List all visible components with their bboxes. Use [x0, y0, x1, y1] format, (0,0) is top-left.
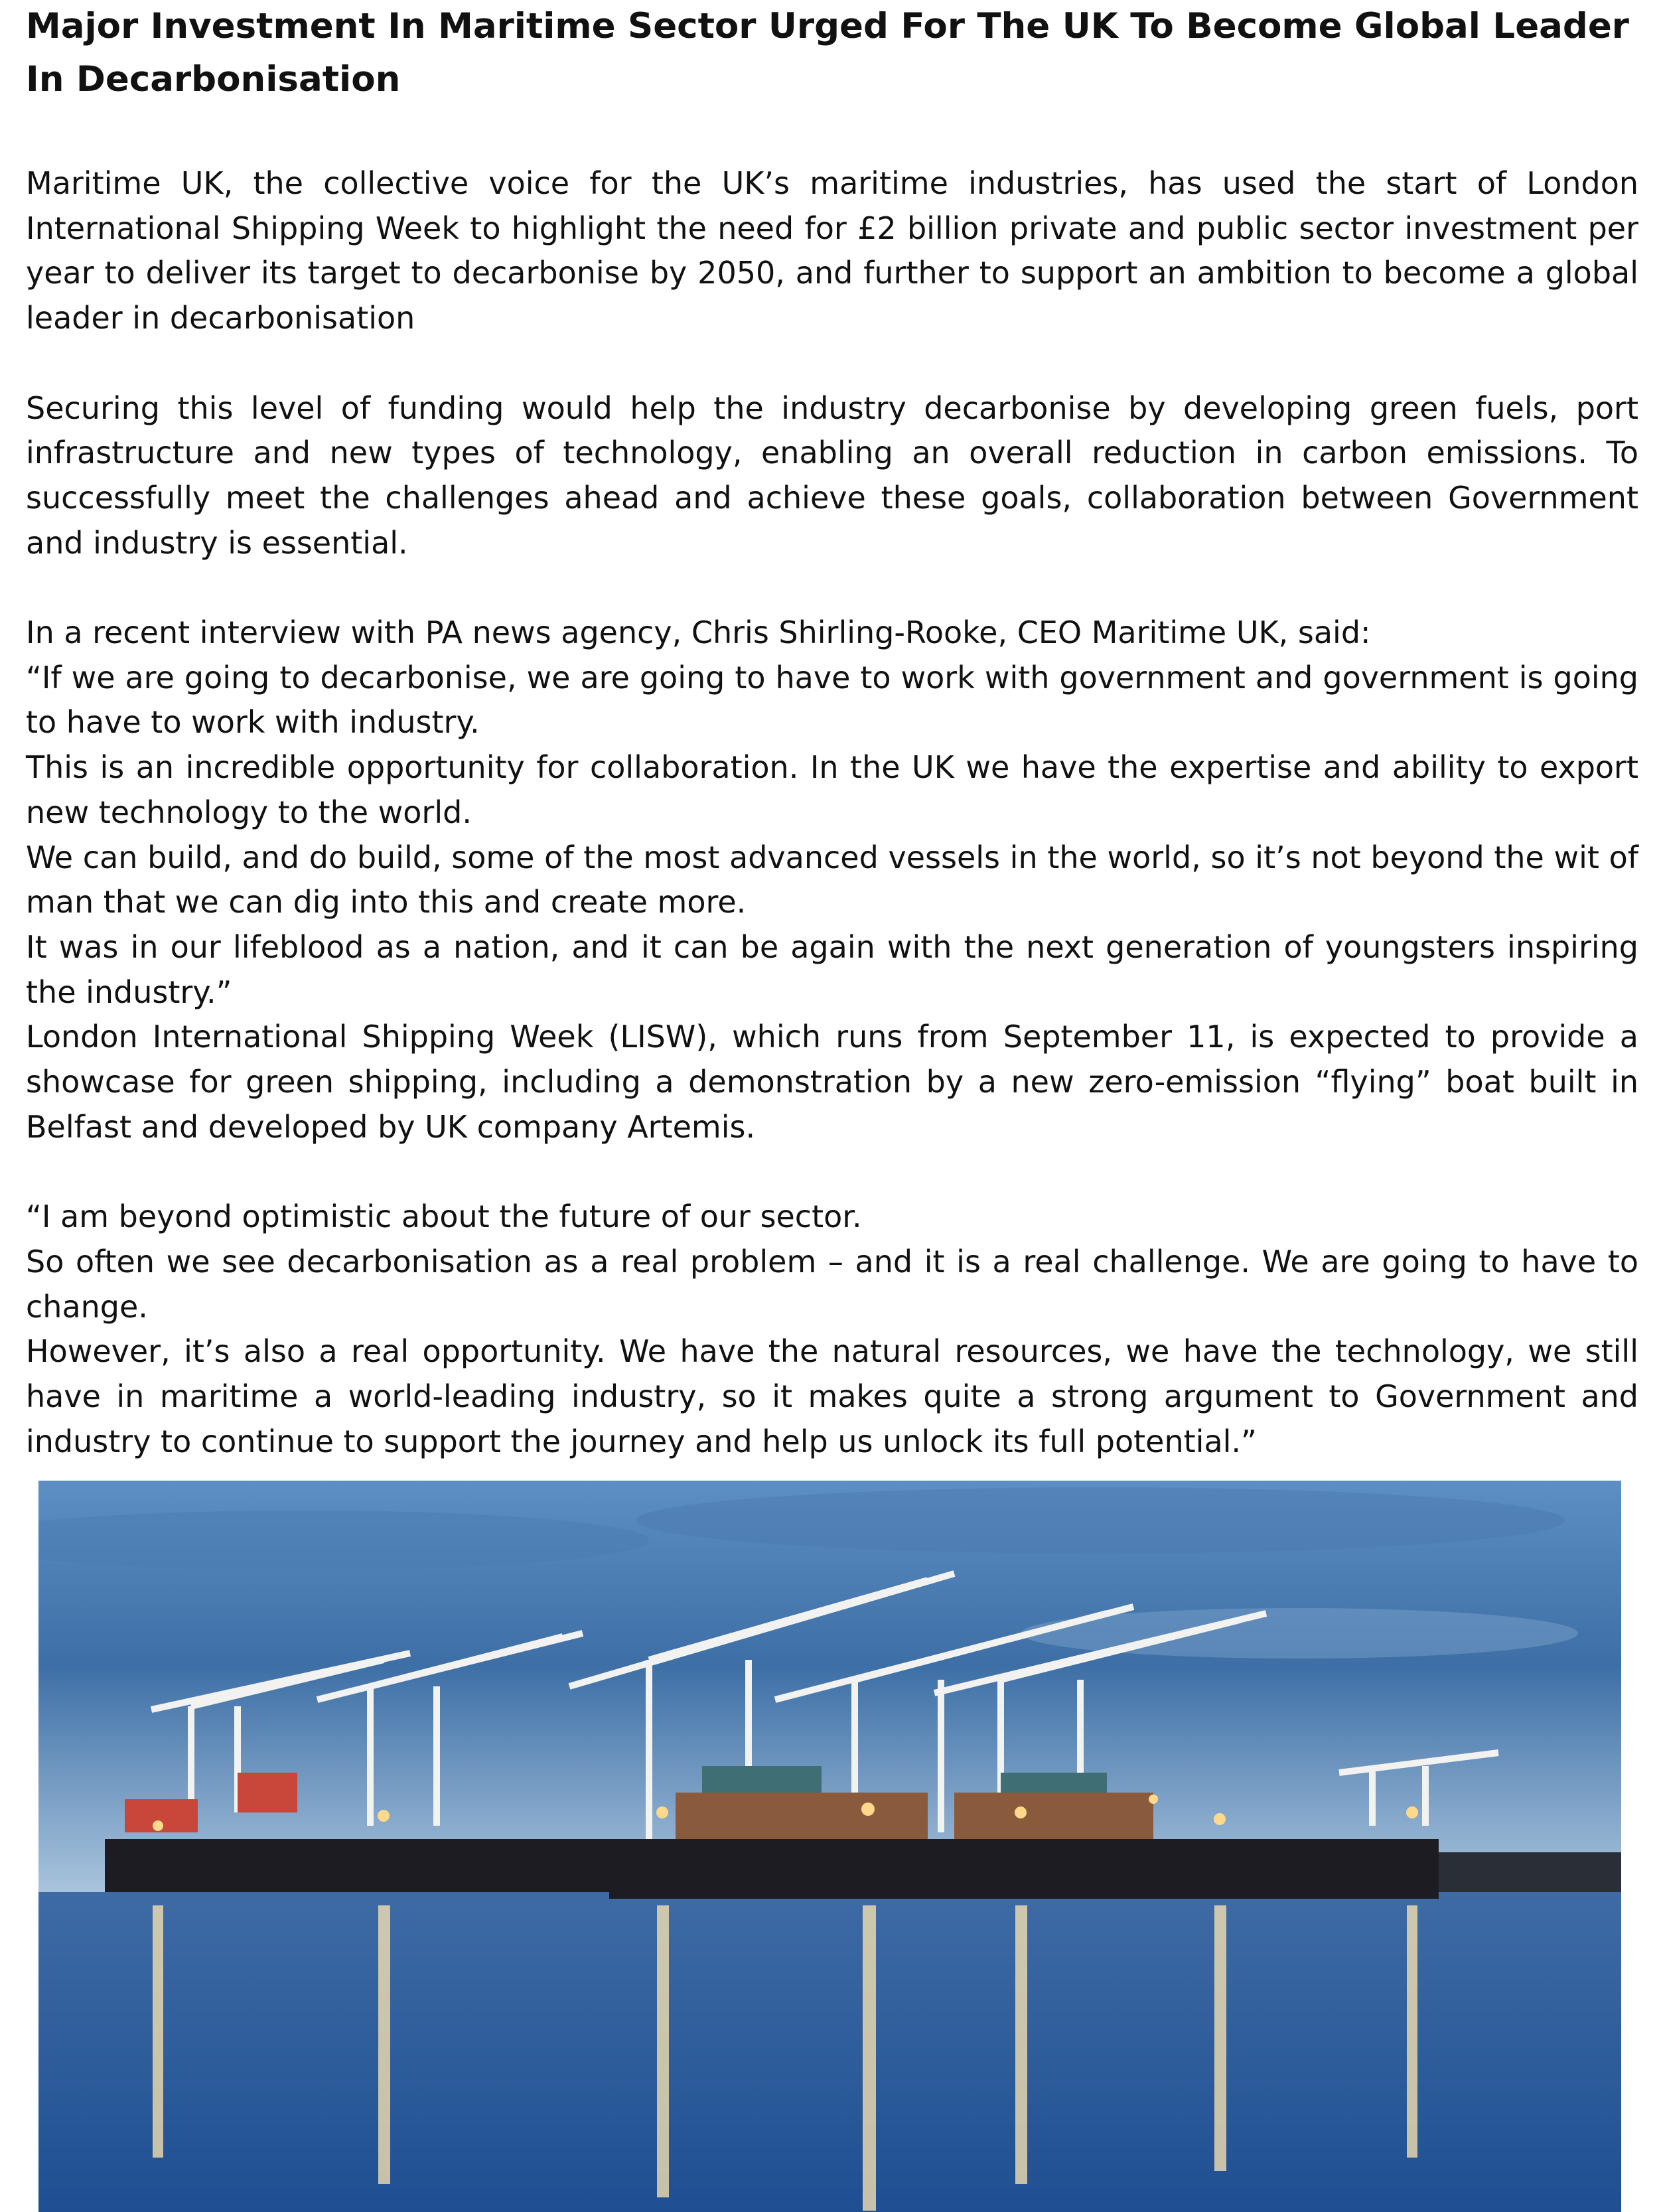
- paragraph-intro: Maritime UK, the collective voice for the UK’s maritime industries, has used the start of London International Shipping Week to highlight the need for £2 billion private and public sector investment per year to deliver its target to decarbonise by 2050, and further to support an ambition to become a global leader in decarbonisation: [26, 165, 1638, 336]
- quote-line: We can build, and do build, some of the most advanced vessels in the world, so it’s not beyond the wit of man that we can dig into this and create more.: [26, 839, 1638, 921]
- article-title: Major Investment In Maritime Sector Urged For The UK To Become Global Leader In Decarbonisation: [26, 6, 1629, 100]
- interview-intro: In a recent interview with PA news agency, Chris Shirling-Rooke, CEO Maritime UK, said:: [26, 615, 1371, 650]
- closing-quote-line: However, it’s also a real opportunity. We have the natural resources, we have the technology, we still have in maritime a world-leading industry, so it makes quite a strong argument to Government and industry to continue to support the journey and help us unlock its full potential.”: [26, 1333, 1638, 1459]
- interview-section: [26, 611, 1638, 1149]
- quote-line: It was in our lifeblood as a nation, and it can be again with the next generation of youngsters inspiring the industry.”: [26, 928, 1638, 1010]
- quote-line: This is an incredible opportunity for collaboration. In the UK we have the expertise and ability to export new technology to the world.: [26, 749, 1638, 830]
- closing-quote-section: [26, 1195, 1638, 1464]
- port-cranes-photo: [38, 1481, 1621, 2212]
- closing-quote-line: “I am beyond optimistic about the future of our sector.: [26, 1199, 862, 1235]
- quote-line: “If we are going to decarbonise, we are going to have to work with government and government is going to have to work with industry.: [26, 659, 1638, 741]
- article: [26, 0, 1638, 1464]
- quote-line: London International Shipping Week (LISW), which runs from September 11, is expected to provide a showcase for green shipping, including a demonstration by a new zero-emission “flying” boat built in Belfast and developed by UK company Artemis.: [26, 1019, 1638, 1145]
- paragraph-funding: Securing this level of funding would help the industry decarbonise by developing green fuels, port infrastructure and new types of technology, enabling an overall reduction in carbon emissions. To successfully meet the challenges ahead and achieve these goals, collaboration between Government and industry is essential.: [26, 390, 1638, 561]
- closing-quote-line: So often we see decarbonisation as a real problem – and it is a real challenge. We are going to have to change.: [26, 1243, 1638, 1325]
